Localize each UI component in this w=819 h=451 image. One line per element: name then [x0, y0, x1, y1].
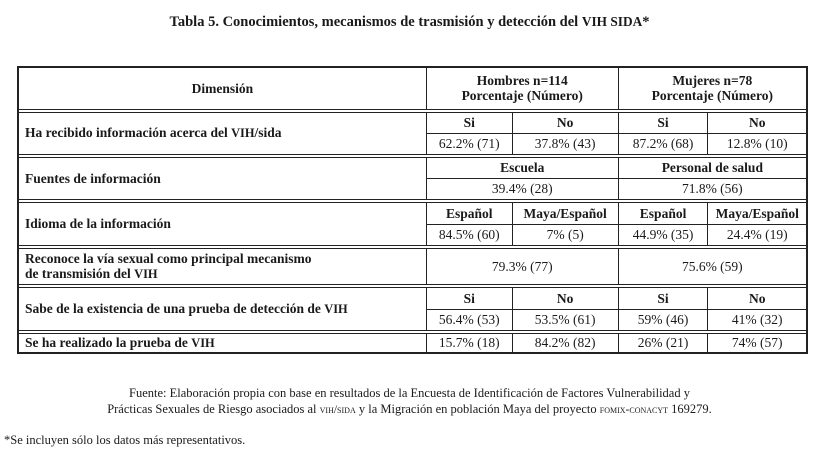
footnote: *Se incluyen sólo los datos más representativos.	[4, 433, 246, 447]
subheader-cell: Si	[618, 112, 708, 133]
subheader-cell: No	[708, 287, 807, 309]
label-acronym: VIH	[324, 301, 348, 316]
label-acronym: VIH	[231, 126, 255, 140]
source-acronym: fomix-conacyt	[599, 404, 669, 416]
header-women	[618, 67, 807, 109]
value-cell: 59% (46)	[618, 309, 708, 330]
row-label-knows-test	[18, 287, 426, 330]
source-acronym: vih/sida	[319, 404, 356, 416]
value-cell: 12.8% (10)	[708, 133, 807, 154]
header-women-count: Mujeres n=78	[672, 73, 753, 89]
value-cell: 71.8% (56)	[618, 178, 807, 199]
subheader-cell: No	[708, 112, 807, 133]
subheader-cell: Maya/Español	[512, 202, 618, 224]
value-cell: 53.5% (61)	[512, 309, 618, 330]
table-row	[18, 157, 807, 178]
value-cell: 41% (32)	[708, 309, 807, 330]
header-women-unit: Porcentaje (Número)	[651, 88, 773, 104]
subheader-cell: No	[512, 287, 618, 309]
header-men-count: Hombres n=114	[476, 73, 568, 89]
data-table	[17, 66, 808, 354]
value-cell: 37.8% (43)	[512, 133, 618, 154]
label-text: Se ha realizado la prueba de	[25, 334, 188, 350]
title-acronym: VIH SIDA	[581, 14, 643, 29]
value-cell: 7% (5)	[512, 224, 618, 245]
value-cell: 15.7% (18)	[426, 333, 512, 353]
value-cell: 84.5% (60)	[426, 224, 512, 245]
label-acronym: VIH	[134, 266, 158, 281]
table-row	[18, 112, 807, 133]
value-cell: 79.3% (77)	[426, 248, 618, 284]
source-line: Fuente: Elaboración propia con base en resultados de la Encuesta de Identificación de Factores Vulnerabilidad y	[129, 386, 690, 400]
label-text: Sabe de la existencia de una prueba de detección de	[25, 300, 321, 316]
value-cell: 39.4% (28)	[426, 178, 618, 199]
source-text: Prácticas Sexuales de Riesgo asociados al	[107, 402, 317, 416]
row-label-sexual	[18, 248, 426, 284]
value-cell: 56.4% (53)	[426, 309, 512, 330]
subheader-cell: Si	[426, 112, 512, 133]
subheader-cell: Si	[618, 287, 708, 309]
header-dimension: Dimensión	[18, 67, 426, 109]
subheader-cell: Español	[426, 202, 512, 224]
label-acronym: VIH	[191, 335, 215, 350]
value-cell: 62.2% (71)	[426, 133, 512, 154]
value-cell: 87.2% (68)	[618, 133, 708, 154]
value-cell: 74% (57)	[708, 333, 807, 353]
table-title	[0, 14, 819, 31]
header-men-unit: Porcentaje (Número)	[461, 88, 583, 104]
label-text: Reconoce la vía sexual como principal mecanismo	[25, 250, 312, 266]
table-row	[18, 248, 807, 284]
source-note	[0, 385, 819, 418]
value-cell: 75.6% (59)	[618, 248, 807, 284]
table-row	[18, 333, 807, 353]
source-line	[0, 401, 819, 418]
row-label-sources: Fuentes de información	[18, 157, 426, 199]
subheader-cell: Si	[426, 287, 512, 309]
subheader-cell: Español	[618, 202, 708, 224]
value-cell: 84.2% (82)	[512, 333, 618, 353]
header-men	[426, 67, 618, 109]
table-row	[18, 287, 807, 309]
source-text: y la Migración en población Maya del proyecto	[358, 402, 597, 416]
label-text: de transmisión del	[25, 265, 131, 281]
row-label-info	[18, 112, 426, 154]
subheader-cell: Maya/Español	[708, 202, 807, 224]
row-label-had-test	[18, 333, 426, 353]
value-cell: 24.4% (19)	[708, 224, 807, 245]
value-cell: 44.9% (35)	[618, 224, 708, 245]
row-label-language: Idioma de la información	[18, 202, 426, 245]
label-text: /sida	[254, 125, 282, 140]
table-row	[18, 202, 807, 224]
title-asterisk: *	[642, 14, 650, 30]
header-row	[18, 67, 807, 109]
title-text: Tabla 5. Conocimientos, mecanismos de trasmisión y detección del	[169, 14, 579, 30]
source-text: 169279.	[671, 402, 712, 416]
subheader-cell: No	[512, 112, 618, 133]
label-text: Ha recibido información acerca del	[25, 125, 228, 140]
value-cell: 26% (21)	[618, 333, 708, 353]
subheader-cell: Personal de salud	[618, 157, 807, 178]
subheader-cell: Escuela	[426, 157, 618, 178]
